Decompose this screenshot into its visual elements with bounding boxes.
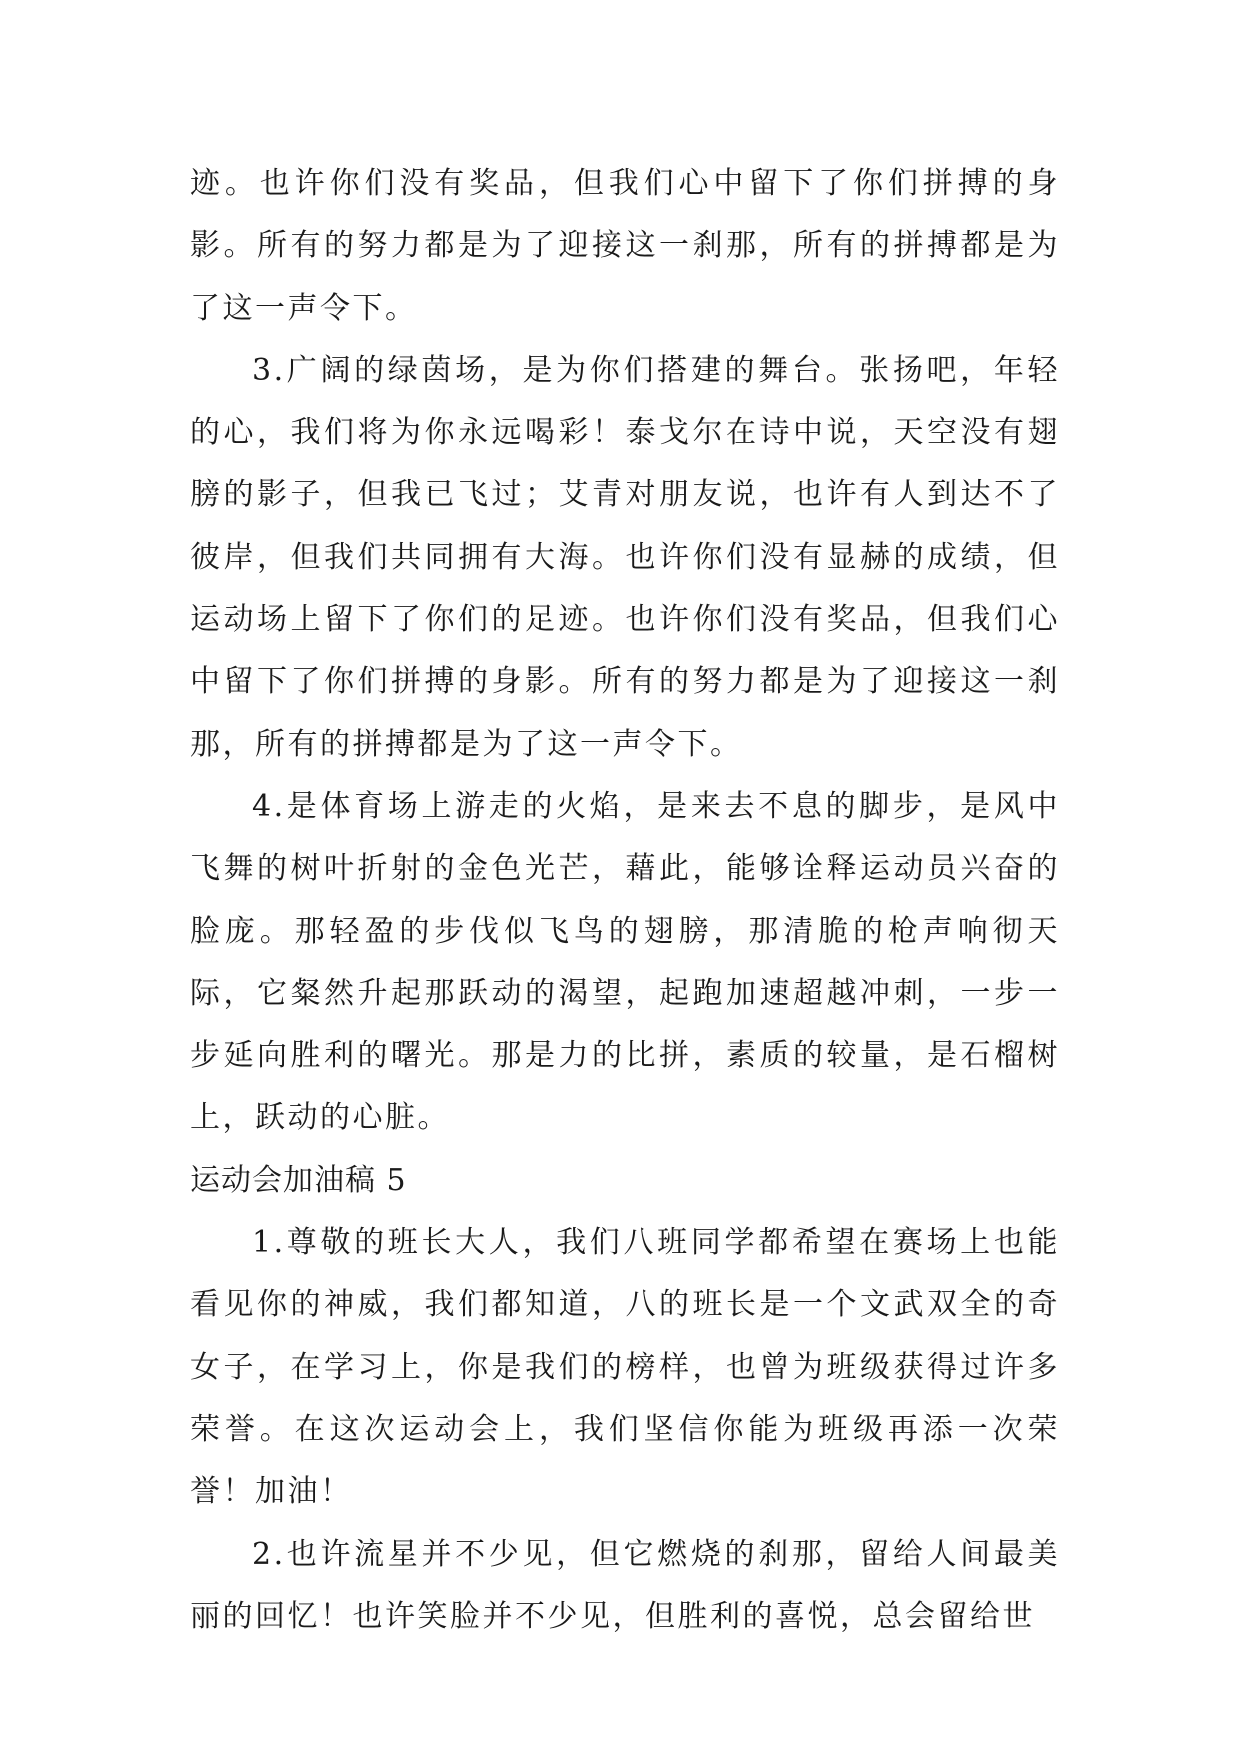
paragraph-continuation: 迹。也许你们没有奖品，但我们心中留下了你们拼搏的身影。所有的努力都是为了迎接这一刹那，所有的拼搏都是为了这一声令下。 (190, 166, 1060, 326)
paragraph-item-3: 3.广阔的绿茵场，是为你们搭建的舞台。张扬吧，年轻的心，我们将为你永远喝彩！泰戈尔在诗中说，天空没有翅膀的影子，但我已飞过；艾青对朋友说，也许有人到达不了彼岸，但我们共同拥有大海。也许你们没有显赫的成绩，但运动场上留下了你们的足迹。也许你们没有奖品，但我们心中留下了你们拼搏的身影。所有的努力都是为了迎接这一刹那，所有的拼搏都是为了这一声令下。 (190, 352, 1060, 762)
paragraph-item-1: 1.尊敬的班长大人，我们八班同学都希望在赛场上也能看见你的神威，我们都知道，八的班长是一个文武双全的奇女子，在学习上，你是我们的榜样，也曾为班级获得过许多荣誉。在这次运动会上，我们坚信你能为班级再添一次荣誉！加油！ (190, 1225, 1060, 1510)
paragraph-item-2: 2.也许流星并不少见，但它燃烧的刹那，留给人间最美丽的回忆！也许笑脸并不少见，但胜利的喜悦，总会留给世 (190, 1536, 1060, 1634)
document-body (190, 153, 1060, 1648)
section-heading: 运动会加油稿 5 (190, 1162, 407, 1198)
paragraph-item-4: 4.是体育场上游走的火焰，是来去不息的脚步，是风中飞舞的树叶折射的金色光芒，藉此，能够诠释运动员兴奋的脸庞。那轻盈的步伐似飞鸟的翅膀，那清脆的枪声响彻天际，它粲然升起那跃动的渴望，起跑加速超越冲刺，一步一步延向胜利的曙光。那是力的比拼，素质的较量，是石榴树上，跃动的心脏。 (190, 788, 1060, 1136)
